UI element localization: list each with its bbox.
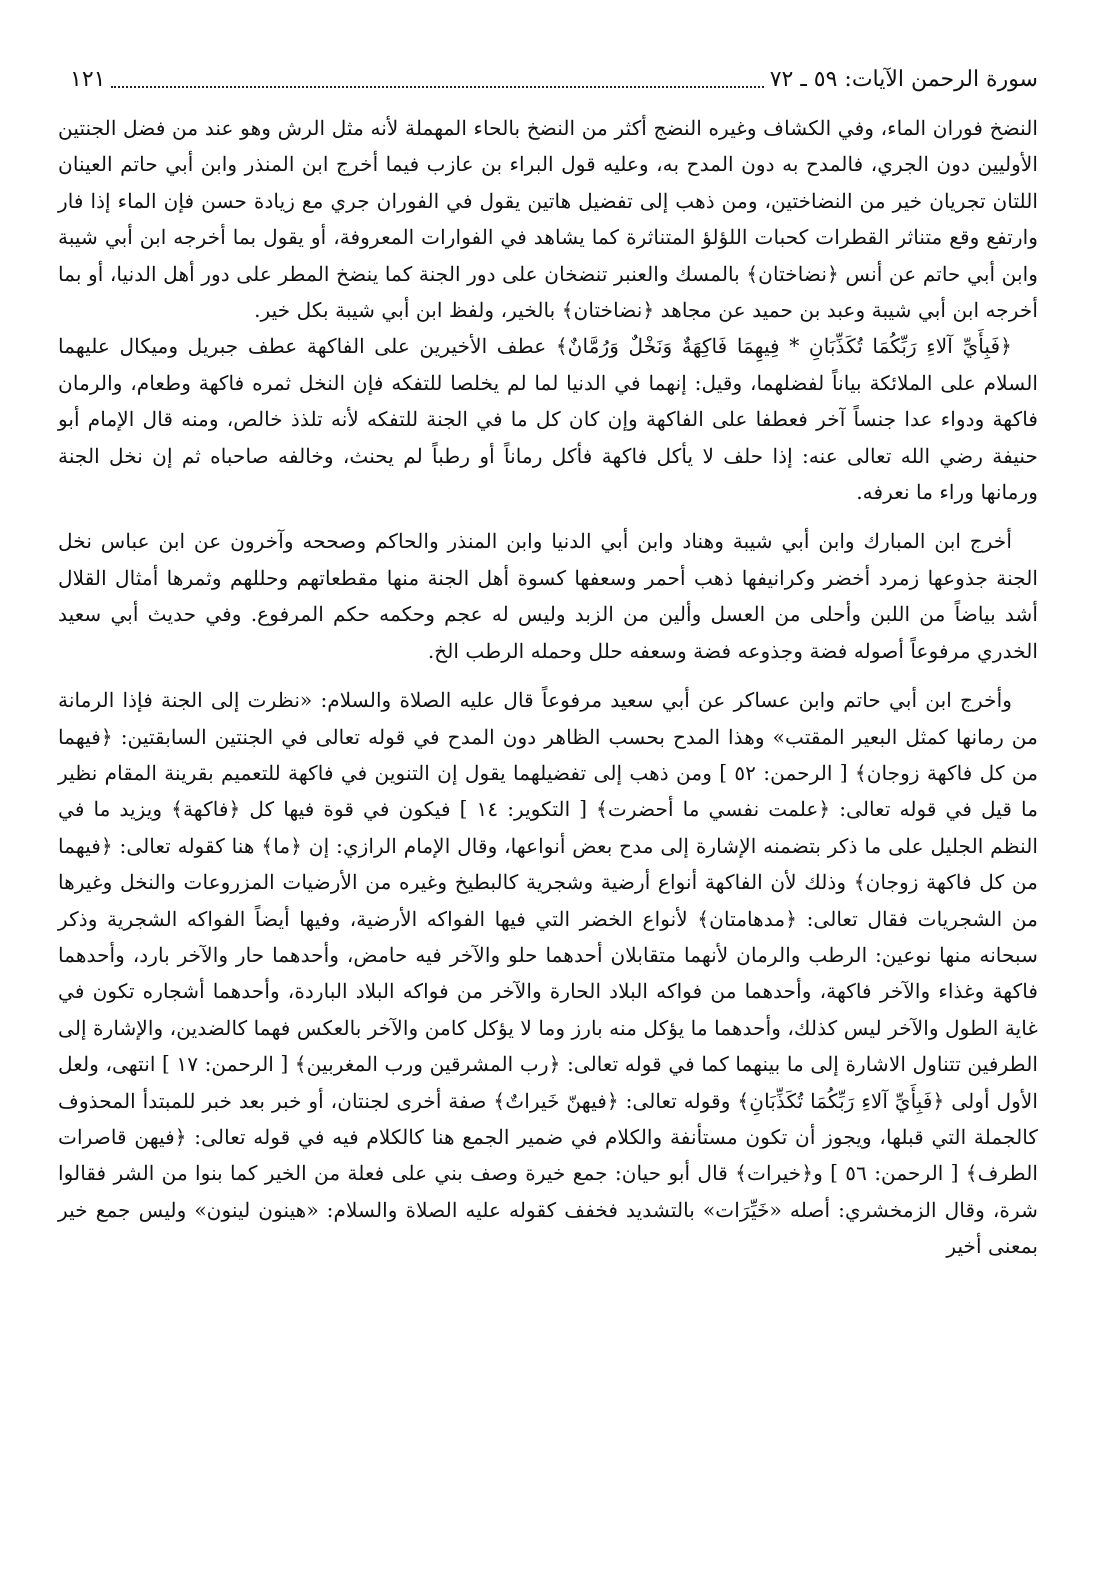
paragraph-2: ﴿فَبِأَيِّ آلاءِ رَبِّكُمَا تُكَذِّبَانِ * فِيهِمَا فَاكِهَةٌ وَنَخْلٌ وَرُمَّانٌ﴾ عطف الأخيرين على الفاكهة عطف جبريل وميكال عليهما السلام على الملائكة بياناً لفضلهما، وقيل: إنهما في الدنيا لما لم يخلصا للتفكه فإن النخل ثمره فاكهة وطعام، والرمان فاكهة ودواء عدا جنساً آخر فعطفا على الفاكهة وإن كان كل ما في الجنة للتفكه لأنه تلذذ خالص، ومنه قال الإمام أبو حنيفة رضي الله تعالى عنه: إذا حلف لا يأكل فاكهة فأكل رماناً أو رطباً لم يحنث، وخالفه صاحباه ثم إن نخل الجنة ورمانها وراء ما نعرفه. <box>58 334 1038 505</box>
page-number: ١٢١ <box>70 67 106 92</box>
page-body <box>58 110 1038 1265</box>
paragraph-1: النضخ فوران الماء، وفي الكشاف وغيره النضج أكثر من النضخ بالحاء المهملة لأنه مثل الرش وهو عند من فضل الجنتين الأوليين دون الجري، فالمدح به دون المدح به، وعليه قول البراء بن عازب فيما أخرج ابن المنذر وابن أبي حاتم العينان اللتان تجريان خير من النضاختين، ومن ذهب إلى تفضيل هاتين يقول في الفوران جري مع زيادة حسن فإن الماء إذا فار وارتفع وقع متناثر القطرات كحبات اللؤلؤ المتناثرة كما يشاهد في الفوارات المعروفة، أو يقول بما أخرجه ابن أبي شيبة وابن أبي حاتم عن أنس ﴿نضاختان﴾ بالمسك والعنبر تنضخان على دور الجنة كما ينضخ المطر على دور أهل الدنيا، أو بما أخرجه ابن أبي شيبة وعبد بن حميد عن مجاهد ﴿نضاختان﴾ بالخير، ولفظ ابن أبي شيبة بكل خير. <box>58 116 1038 323</box>
surah-title: سورة الرحمن الآيات: ٥٩ ـ ٧٢ <box>769 67 1038 92</box>
running-header <box>70 60 1038 96</box>
paragraph-4: وأخرج ابن أبي حاتم وابن عساكر عن أبي سعيد مرفوعاً قال عليه الصلاة والسلام: «نظرت إلى الجنة فإذا الرمانة من رمانها كمثل البعير المقتب» وهذا المدح بحسب الظاهر دون المدح في قوله تعالى في الجنتين السابقتين: ﴿فيهما من كل فاكهة زوجان﴾ [ الرحمن: ٥٢ ] ومن ذهب إلى تفضيلهما يقول إن التنوين في فاكهة للتعميم بقرينة المقام نظير ما قيل في قوله تعالى: ﴿علمت نفسي ما أحضرت﴾ [ التكوير: ١٤ ] فيكون في قوة فيها كل ﴿فاكهة﴾ ويزيد ما في النظم الجليل على ما ذكر بتضمنه الإشارة إلى مدح بعض أنواعها، وقال الإمام الرازي: إن ﴿ما﴾ هنا كقوله تعالى: ﴿فيهما من كل فاكهة زوجان﴾ وذلك لأن الفاكهة أنواع أرضية وشجرية كالبطيخ وغيره من الأرضيات المزروعات والنخل وغيرها من الشجريات فقال تعالى: ﴿مدهامتان﴾ لأنواع الخضر التي فيها الفواكه الأرضية، وفيها أيضاً الفواكه الشجرية وذكر سبحانه منها نوعين: الرطب والرمان لأنهما متقابلان أحدهما حلو والآخر فيه حامض، وأحدهما حار والآخر بارد، وأحدهما فاكهة وغذاء والآخر فاكهة، وأحدهما من فواكه البلاد الحارة والآخر من فواكه البلاد الباردة، وأحدهما أشجاره تكون في غاية الطول والآخر ليس كذلك، وأحدهما ما يؤكل منه بارز وما لا يؤكل كامن والآخر بالعكس فهما كالضدين، والإشارة إلى الطرفين تتناول الاشارة إلى ما بينهما كما في قوله تعالى: ﴿رب المشرقين ورب المغربين﴾ [ الرحمن: ١٧ ] انتهى، ولعل الأول أولى ﴿فَبِأَيِّ آلاءِ رَبِّكُمَا تُكَذِّبَانِ﴾ وقوله تعالى: ﴿فيهنّ خَيراتٌ﴾ صفة أخرى لجنتان، أو خبر بعد خبر للمبتدأ المحذوف كالجملة التي قبلها، ويجوز أن تكون مستأنفة والكلام في ضمير الجمع هنا كالكلام فيه في قوله تعالى: ﴿فيهن قاصرات الطرف﴾ [ الرحمن: ٥٦ ] و﴿خيرات﴾ قال أبو حيان: جمع خيرة وصف بني على فعلة من الخير كما بنوا من الشر فقالوا شرة، وقال الزمخشري: أصله «خَيِّرَات» بالتشديد فخفف كقوله عليه الصلاة والسلام: «هينون لينون» وليس جمع خير بمعنى أخير <box>58 688 1039 1259</box>
header-dot-leader <box>111 86 763 88</box>
paragraph-3: أخرج ابن المبارك وابن أبي شيبة وهناد وابن أبي الدنيا وابن المنذر والحاكم وصححه وآخرون عن ابن عباس نخل الجنة جذوعها زمرد أخضر وكرانيفها ذهب أحمر وسعفها كسوة أهل الجنة منها مقطعاتهم وحللهم وثمرها أمثال القلال أشد بياضاً من اللبن وأحلى من العسل وألين من الزبد وليس له عجم وحكمه حكم المرفوع. وفي حديث أبي سعيد الخدري مرفوعاً أصوله فضة وجذوعه فضة وسعفه حلل وحمله الرطب الخ. <box>58 529 1038 663</box>
